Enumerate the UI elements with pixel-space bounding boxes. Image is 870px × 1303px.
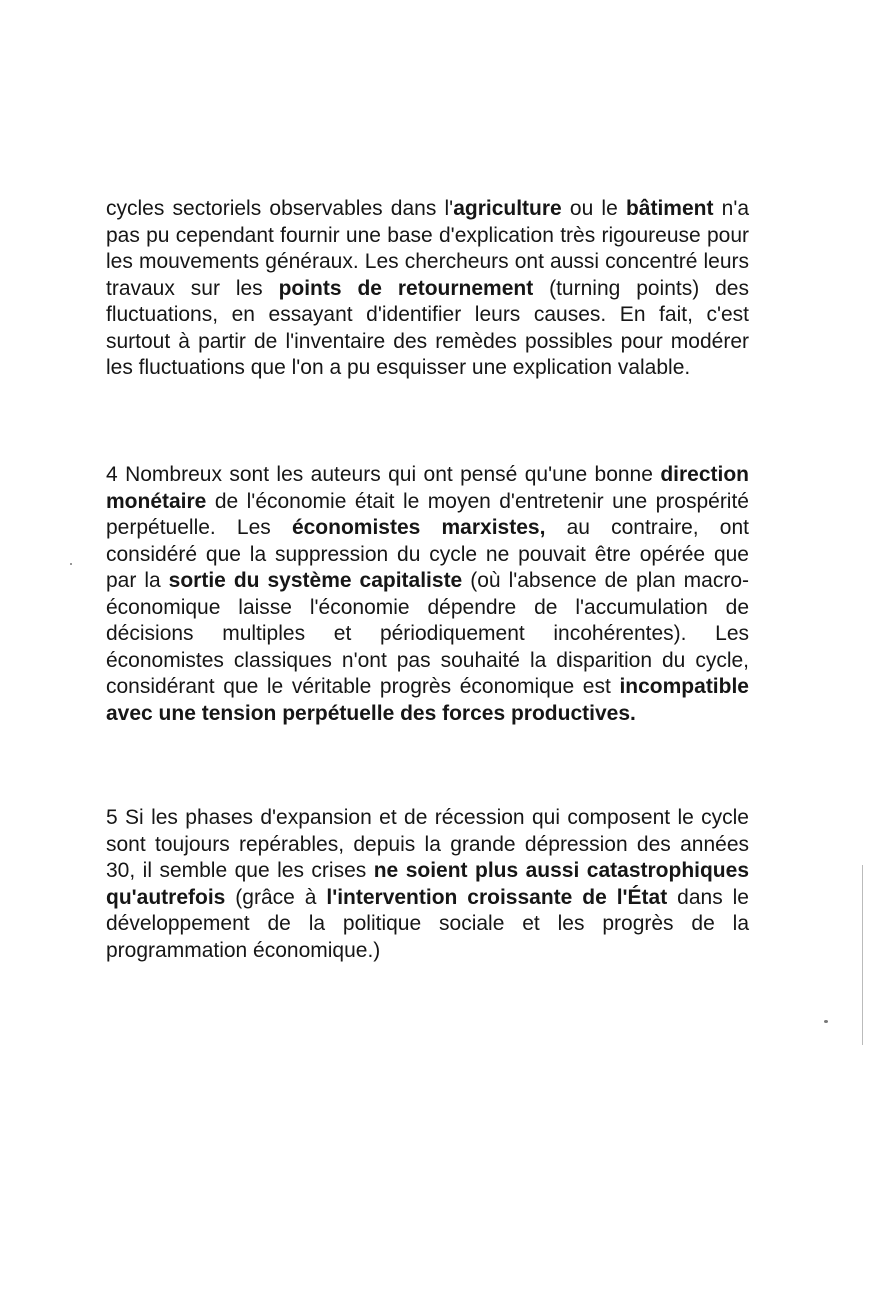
- bold-term: ne soient plus aussi catastrophiques qu'autrefois: [106, 859, 749, 909]
- bold-term: points de retournement: [278, 276, 534, 300]
- bold-term: économistes marxistes,: [291, 516, 546, 539]
- bold-term: direction monétaire: [106, 463, 749, 513]
- paragraph-cycles-sectoriels: cycles sectoriels observables dans l'agriculture ou le bâtiment n'a pas pu cependant fournir une base d'explication très rigoureuse pour les mouvements généraux. Les chercheurs ont aussi concentré leurs travaux sur les points de retournement (turning points) des fluctuations, en essayant d'identifier leurs causes. En fait, c'est surtout à partir de l'inventaire des remèdes possibles pour modérer les fluctuations que l'on a pu esquisser une explication valable.: [106, 197, 750, 379]
- bold-term: l'intervention croissante de l'État: [326, 885, 668, 909]
- paragraph-4: 4 Nombreux sont les auteurs qui ont pensé qu'une bonne direction monétaire de l'économie était le moyen d'entretenir une prospérité perpétuelle. Les économistes marxistes, au contraire, ont considéré que la suppression du cycle ne pouvait être opérée que par la sortie du système capitaliste (où l'absence de plan macro-économique laisse l'économie dépendre de l'accumulation de décisions multiples et périodiquement incohérentes). Les économistes classiques n'ont pas souhaité la disparition du cycle, considérant que le véritable progrès économique est incompatible avec une tension perpétuelle des forces productives.: [106, 463, 749, 725]
- paragraph-5: 5 Si les phases d'expansion et de récession qui composent le cycle sont toujours repérables, depuis la grande dépression des années 30, il semble que les crises ne soient plus aussi catastrophiques qu'autrefois (grâce à l'intervention croissante de l'État dans le développement de la politique sociale et les progrès de la programmation économique.): [106, 806, 749, 962]
- scan-edge-line: [862, 865, 863, 1045]
- bold-term: bâtiment: [625, 197, 714, 220]
- bold-term: sortie du système capitaliste: [168, 569, 463, 592]
- scan-speck: [824, 1020, 828, 1023]
- scan-speck: [70, 563, 72, 565]
- bold-term: agriculture: [453, 197, 562, 220]
- bold-term: incompatible avec une tension perpétuelle des forces productives.: [106, 675, 749, 725]
